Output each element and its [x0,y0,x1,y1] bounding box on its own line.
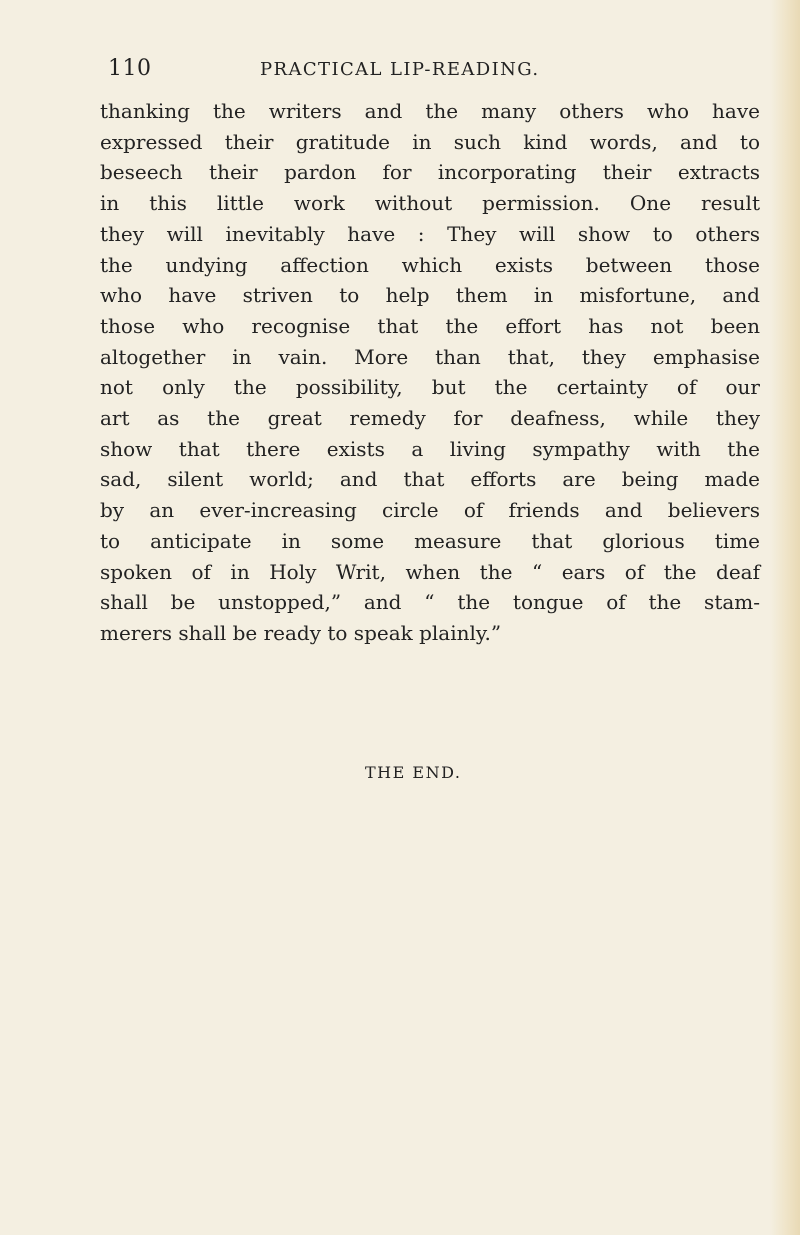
text-line: spoken of in Holy Writ, when the “ ears of the deaf [100,559,760,584]
the-end-heading: THE END. [365,763,462,782]
page-number: 110 [108,56,152,81]
text-line: art as the great remedy for deafness, while they [100,406,760,431]
body-paragraph [100,96,760,649]
text-line: shall be unstopped,” and “ the tongue of the stam- [100,590,760,615]
text-line: who have striven to help them in misfortune, and [100,283,760,308]
text-line: thanking the writers and the many others who have [100,99,760,123]
text-line: show that there exists a living sympathy with the [100,436,760,461]
text-line: to anticipate in some measure that glorious time [100,528,760,553]
text-line: sad, silent world; and that efforts are being made [100,467,760,492]
text-line: those who recognise that the effort has not been [100,313,760,338]
text-line: in this little work without permission. One result [100,191,760,216]
running-head: PRACTICAL LIP-READING. [260,59,540,80]
text-line: the undying affection which exists between those [100,252,760,277]
text-line: by an ever-increasing circle of friends and believers [100,498,760,523]
text-line: merers shall be ready to speak plainly.” [100,620,502,645]
text-line: altogether in vain. More than that, they emphasise [100,344,760,369]
text-line: expressed their gratitude in such kind words, and to [100,129,760,154]
page-header [100,52,700,92]
text-line: not only the possibility, but the certainty of our [100,375,760,400]
text-line: beseech their pardon for incorporating their extracts [100,160,760,185]
text-line: they will inevitably have : They will show to others [100,221,760,246]
page-edge-shadow [770,0,800,1235]
